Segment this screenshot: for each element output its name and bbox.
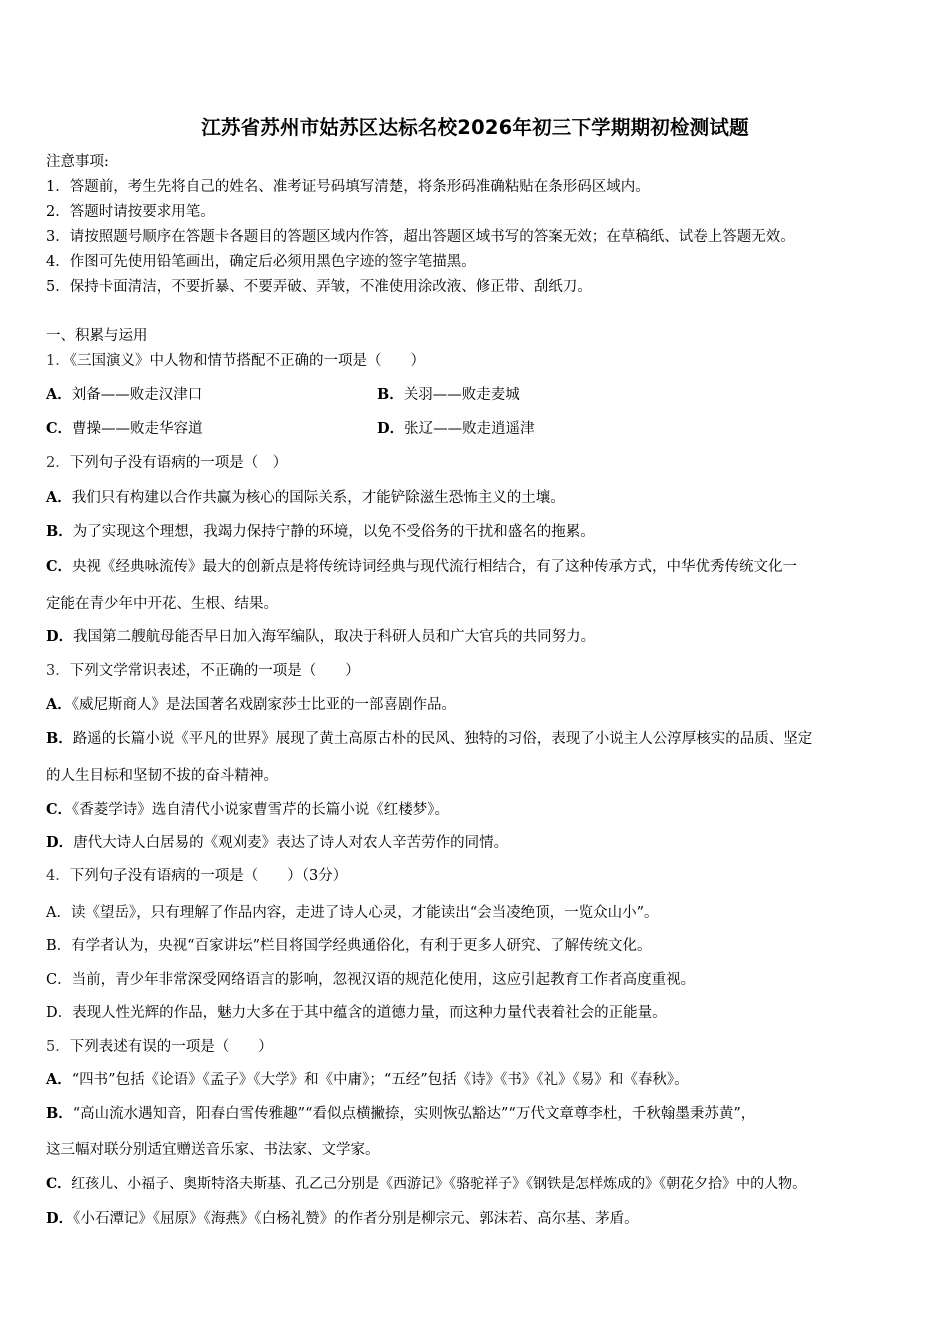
- option-b: B．有学者认为，央视“百家讲坛”栏目将国学经典通俗化，有利于更多人研究、了解传统文化。: [46, 938, 652, 954]
- option-b: [377, 385, 520, 405]
- option-a: A．读《望岳》，只有理解了作品内容，走进了诗人心灵，才能读出“会当凌绝顶，一览众山小”。: [46, 905, 659, 921]
- question-5-stem: [46, 1037, 273, 1057]
- section-heading: 一、积累与运用: [46, 328, 148, 344]
- question-number: 1．: [46, 353, 70, 369]
- option-label: A．: [46, 1071, 72, 1088]
- question-text: 下列句子没有语病的一项是（ ）（3分）: [69, 868, 348, 884]
- question-text: 下列文学常识表述，不正确的一项是（ ）: [69, 663, 360, 679]
- option-label: A．: [46, 696, 72, 713]
- option-text: 央视《经典咏流传》最大的创新点是将传统诗词经典与现代流行相结合，有了这种传承方式，中华优秀传统文化一: [72, 559, 798, 575]
- option-c: [46, 419, 203, 439]
- option-a: [46, 385, 202, 405]
- option-b: [46, 1104, 755, 1124]
- option-b: [46, 729, 812, 749]
- option-label: C．: [46, 558, 73, 575]
- notice-item: 3．请按照题号顺序在答题卡各题目的答题区域内作答，超出答题区域书写的答案无效；在草稿纸、试卷上答题无效。: [46, 229, 795, 245]
- option-label: C．: [46, 801, 73, 818]
- question-1-stem: [46, 351, 425, 371]
- option-text: 我国第二艘航母能否早日加入海军编队，取决于科研人员和广大官兵的共同努力。: [73, 629, 596, 645]
- option-text: 红孩儿、小福子、奥斯特洛夫斯基、孔乙己分别是《西游记》《骆驼祥子》《钢铁是怎样炼成的》《朝花夕拾》中的人物。: [71, 1176, 807, 1192]
- question-number: 5．: [46, 1039, 70, 1055]
- option-d: [46, 627, 595, 647]
- option-text: 张辽——败走逍遥津: [404, 421, 535, 437]
- question-text: 下列句子没有语病的一项是（ ）: [69, 455, 288, 471]
- option-label: B．: [46, 523, 73, 540]
- question-number: 2．: [46, 455, 70, 471]
- option-label: B．: [377, 386, 404, 403]
- option-b: [46, 522, 595, 542]
- option-c: [46, 800, 449, 820]
- notice-item: 5．保持卡面清洁，不要折暴、不要弄破、弄皱，不准使用涂改液、修正带、刮纸刀。: [46, 279, 592, 295]
- option-d: [46, 833, 508, 853]
- option-label: D．: [46, 1210, 74, 1227]
- page-title: 江苏省苏州市姑苏区达标名校2026年初三下学期期初检测试题: [201, 116, 749, 139]
- option-c: C．当前，青少年非常深受网络语言的影响，忽视汉语的规范化使用，这应引起教育工作者高度重视。: [46, 972, 696, 988]
- option-a: [46, 1070, 689, 1090]
- option-label: B．: [46, 730, 73, 747]
- notice-heading: 注意事项:: [46, 154, 109, 170]
- option-text: 《香菱学诗》选自清代小说家曹雪芹的长篇小说《红楼梦》。: [72, 802, 450, 818]
- question-3-stem: [46, 661, 360, 681]
- option-text: 唐代大诗人白居易的《观刈麦》表达了诗人对农人辛苦劳作的同情。: [73, 835, 509, 851]
- option-a: [46, 695, 456, 715]
- question-4-stem: [46, 866, 347, 886]
- question-2-stem: [46, 453, 287, 473]
- notice-item: 1．答题前，考生先将自己的姓名、准考证号码填写清楚，将条形码准确粘贴在条形码区域内。: [46, 179, 650, 195]
- option-d: [46, 1209, 639, 1229]
- option-text: 《小石潭记》《屈原》《海燕》《白杨礼赞》的作者分别是柳宗元、郭沫若、高尔基、茅盾。: [73, 1211, 639, 1227]
- notice-item: 4．作图可先使用铅笔画出，确定后必须用黑色字迹的签字笔描黑。: [46, 254, 476, 270]
- option-label: A．: [46, 489, 72, 506]
- option-label: A．: [46, 386, 72, 403]
- question-number: 3．: [46, 663, 70, 679]
- question-text: 《三国演义》中人物和情节搭配不正确的一项是（ ）: [69, 353, 425, 369]
- option-d: [377, 419, 535, 439]
- option-label: C．: [46, 420, 73, 437]
- option-text: 关羽——败走麦城: [403, 387, 520, 403]
- question-text: 下列表述有误的一项是（ ）: [69, 1039, 273, 1055]
- option-label: B．: [46, 1105, 73, 1122]
- option-b-continued: 的人生目标和坚韧不拔的奋斗精神。: [46, 768, 278, 784]
- option-text: 为了实现这个理想，我竭力保持宁静的环境，以免不受俗务的干扰和盛名的拖累。: [72, 524, 595, 540]
- option-label: C．: [46, 1176, 72, 1192]
- option-label: D．: [46, 628, 74, 645]
- option-text: 刘备——败走汉津口: [71, 387, 203, 403]
- option-text: 路遥的长篇小说《平凡的世界》展现了黄土高原古朴的民风、独特的习俗，表现了小说主人公淳厚核实的品质、坚定: [72, 731, 813, 747]
- question-number: 4．: [46, 868, 70, 884]
- option-label: D．: [377, 420, 405, 437]
- option-text: 《威尼斯商人》是法国著名戏剧家莎士比亚的一部喜剧作品。: [71, 697, 457, 713]
- option-text: 我们只有构建以合作共赢为核心的国际关系，才能铲除滋生恐怖主义的土壤。: [71, 490, 565, 506]
- option-text: “四书”包括《论语》《孟子》《大学》和《中庸》；“五经”包括《诗》《书》《礼》《易》和《春秋》。: [71, 1072, 689, 1088]
- option-c-continued: 定能在青少年中开花、生根、结果。: [46, 596, 278, 612]
- option-a: [46, 488, 565, 508]
- option-d: D．表现人性光辉的作品，魅力大多在于其中蕴含的道德力量，而这种力量代表着社会的正能量。: [46, 1005, 667, 1021]
- option-label: D．: [46, 834, 74, 851]
- option-b-continued: 这三幅对联分别适宜赠送音乐家、书法家、文学家。: [46, 1142, 380, 1158]
- option-text: 曹操——败走华容道: [72, 421, 203, 437]
- option-text: “高山流水遇知音，阳春白雪传雅趣”“看似点横撇捺，实则恢弘豁达”“万代文章尊李杜，千秋翰墨秉苏黄”，: [72, 1106, 756, 1122]
- notice-item: 2．答题时请按要求用笔。: [46, 204, 215, 220]
- option-c: [46, 1174, 806, 1194]
- option-c: [46, 557, 797, 577]
